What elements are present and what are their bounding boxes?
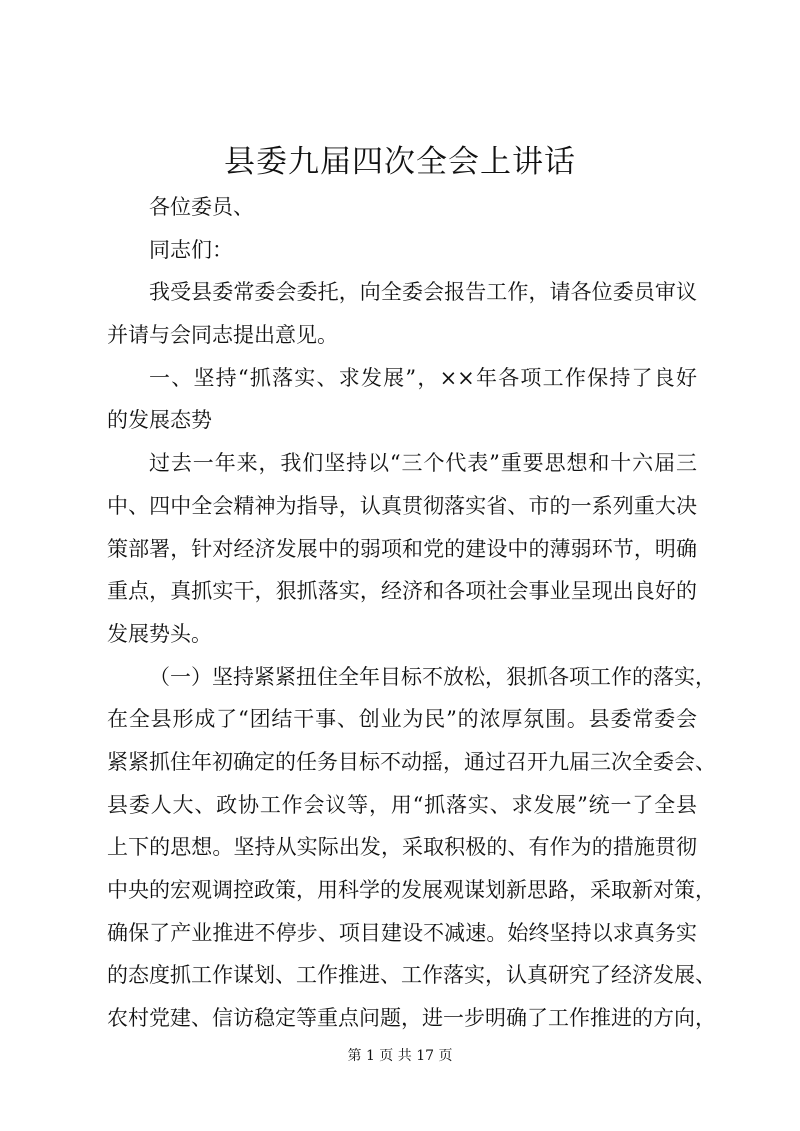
body-line: 农村党建、信访稳定等重点问题，进一步明确了工作推进的方向，: [107, 1006, 716, 1031]
body-line: 中、四中全会精神为指导，认真贯彻落实省、市的一系列重大决: [107, 493, 697, 518]
body-line: 策部署，针对经济发展中的弱项和党的建设中的薄弱环节，明确: [107, 536, 697, 561]
body-line: 同志们：: [149, 237, 233, 262]
body-line: 的态度抓工作谋划、工作推进、工作落实，认真研究了经济发展、: [107, 963, 716, 988]
body-line: （一）坚持紧紧扭住全年目标不放松，狠抓各项工作的落实，: [149, 664, 716, 689]
body-line: 发展势头。: [107, 621, 212, 646]
body-line: 我受县委常委会委托，向全委会报告工作，请各位委员审议: [149, 280, 697, 305]
page-footer: 第 1 页 共 17 页: [347, 1048, 453, 1064]
body-line: 过去一年来，我们坚持以“三个代表”重要思想和十六届三: [149, 451, 697, 476]
body-line: 中央的宏观调控政策，用科学的发展观谋划新思路，采取新对策，: [107, 878, 716, 902]
body-line: 县委人大、政协工作会议等，用“抓落实、求发展”统一了全县: [107, 792, 697, 817]
body-line: 上下的思想。坚持从实际出发，采取积极的、有作为的措施贯彻: [107, 835, 697, 860]
body-line: 重点，真抓实干，狠抓落实，经济和各项社会事业呈现出良好的: [107, 579, 697, 604]
body-line: 一、坚持“抓落实、求发展”，××年各项工作保持了良好: [149, 365, 697, 390]
body-line: 紧紧抓住年初确定的任务目标不动摇，通过召开九届三次全委会、: [107, 749, 716, 774]
body-line: 的发展态势: [107, 408, 212, 433]
body-line: 确保了产业推进不停步、项目建设不减速。始终坚持以求真务实: [107, 920, 697, 945]
body-line: 在全县形成了“团结干事、创业为民”的浓厚氛围。县委常委会: [107, 707, 697, 732]
document-title: 县委九届四次全会上讲话: [224, 144, 576, 180]
body-line: 并请与会同志提出意见。: [107, 323, 338, 348]
body-line: 各位委员、: [149, 195, 254, 219]
document-body: [107, 186, 716, 1040]
